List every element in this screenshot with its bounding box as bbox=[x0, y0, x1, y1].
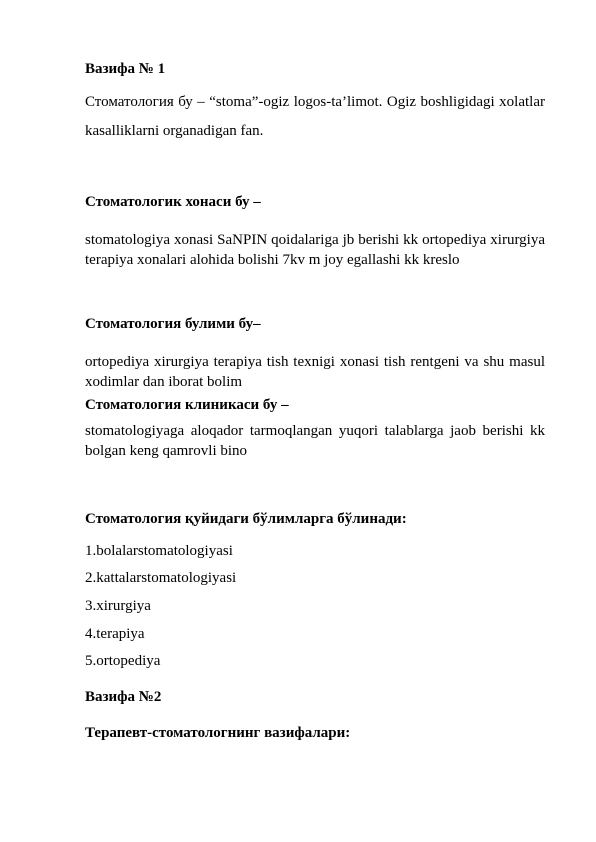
list-item: 4.terapiya bbox=[85, 626, 145, 642]
heading-dental-department: Стоматология булими бу– bbox=[85, 316, 261, 332]
heading-task-2: Вазифа №2 bbox=[85, 689, 162, 705]
paragraph-dental-office: stomatologiya xonasi SaNPIN qoidalariga jb berishi kk ortopediya xirurgiya terapiya xonalari alohida bolishi 7kv m joy egallashi kk kreslo bbox=[85, 232, 545, 268]
paragraph-dental-clinic: stomatologiyaga aloqador tarmoqlangan yuqori talablarga jaob berishi kk bolgan keng qamrovli bino bbox=[85, 423, 545, 459]
heading-dental-clinic: Стоматология клиникаси бу – bbox=[85, 397, 289, 413]
paragraph-dental-department: ortopediya xirurgiya terapiya tish texnigi xonasi tish rentgeni va shu masul xodimlar dan iborat bolim bbox=[85, 354, 545, 390]
list-item: 2.kattalarstomatologiyasi bbox=[85, 570, 237, 586]
list-item: 1.bolalarstomatologiyasi bbox=[85, 543, 233, 559]
heading-dental-office: Стоматологик хонаси бу – bbox=[85, 194, 261, 210]
heading-task-1: Вазифа № 1 bbox=[85, 61, 166, 77]
heading-dental-divisions: Стоматология қуйидаги бўлимларга бўлинади: bbox=[85, 511, 407, 527]
heading-therapist-duties: Терапевт-стоматологнинг вазифалари: bbox=[85, 725, 351, 741]
paragraph-stomatology-definition: Стоматология бу – “stoma”-ogiz logos-ta’limot. Ogiz boshligidagi xolatlar kasalliklarni organadigan fan. bbox=[85, 94, 545, 139]
list-item: 5.ortopediya bbox=[85, 653, 161, 669]
list-item: 3.xirurgiya bbox=[85, 598, 151, 614]
